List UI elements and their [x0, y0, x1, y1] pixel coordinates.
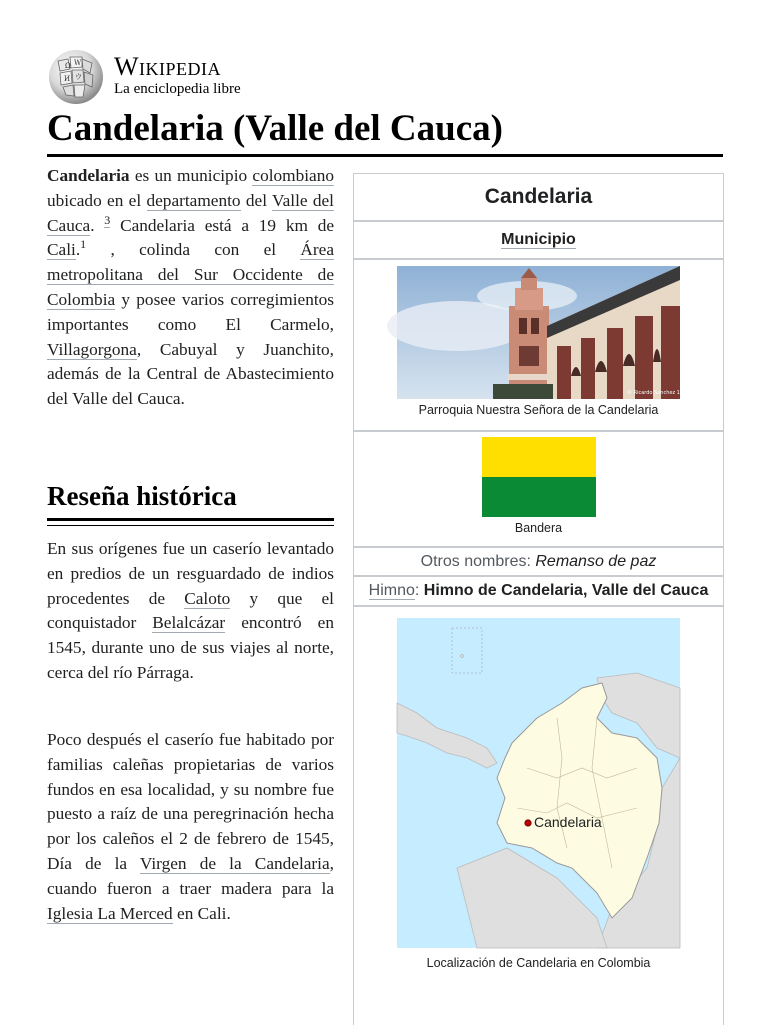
infobox — [353, 173, 724, 1025]
link-area-metropolitana[interactable]: Área metropolitana del Sur Occidente de Colombia — [47, 240, 334, 309]
link-valle-del-cauca[interactable]: Valle del Cauca — [47, 190, 334, 235]
infobox-subtitle — [354, 222, 723, 260]
wikipedia-globe-logo[interactable] — [46, 47, 106, 107]
infobox-flag-cell — [354, 432, 723, 548]
link-cali[interactable]: Cali — [47, 240, 76, 260]
flag-green-band — [482, 477, 596, 517]
infobox-other-names — [354, 548, 723, 577]
section-heading: Reseña histórica — [47, 481, 237, 511]
lead-term: Candelaria — [47, 166, 130, 185]
history-paragraph-1: En sus orígenes fue un caserío levantado en predios de un resguardado de indios procedentes de Caloto y que el conquistador Belalcázar encontró en 1545, durante uno de sus viajes al norte, cerca del río Párraga. — [47, 539, 334, 682]
other-names-value: Remanso de paz — [535, 553, 657, 570]
location-map[interactable] — [397, 618, 680, 948]
link-departamento[interactable]: departamento — [146, 190, 241, 210]
infobox-anthem: Himno: Himno de Candelaria, Valle del Cauca — [354, 577, 723, 607]
anthem-value: Himno de Candelaria, Valle del Cauca — [423, 582, 709, 599]
flag-yellow-band — [482, 437, 596, 477]
flag-of-candelaria[interactable] — [482, 437, 596, 517]
svg-text:W: W — [74, 59, 82, 67]
flag-caption: Bandera — [514, 521, 563, 535]
svg-text:Ω: Ω — [65, 62, 71, 70]
map-caption: Localización de Candelaria en Colombia — [426, 956, 651, 970]
ref-1[interactable]: 1 — [80, 237, 87, 252]
link-colombiano[interactable]: colombiano — [252, 166, 334, 185]
section-rule-thick — [47, 518, 334, 521]
title-underline — [47, 154, 723, 157]
link-caloto[interactable]: Caloto — [184, 588, 231, 608]
link-himno[interactable]: Himno — [368, 582, 415, 599]
photo-watermark: © Ricardo Sanchez 17.08 — [627, 390, 691, 396]
link-virgen-candelaria[interactable]: Virgen de la Candelaria — [139, 853, 330, 873]
church-photo[interactable] — [397, 266, 691, 399]
section-rule-thin — [47, 525, 334, 526]
link-villagorgona[interactable]: Villagorgona — [47, 339, 137, 359]
ref-3[interactable]: 3 — [104, 212, 111, 227]
photo-caption: Parroquia Nuestra Señora de la Candelaria — [418, 403, 659, 417]
map-label: Candelaria — [534, 814, 602, 830]
candelaria-marker — [525, 820, 531, 826]
link-belalcazar[interactable]: Belalcázar — [152, 613, 226, 633]
other-names-label: Otros nombres: — [420, 553, 531, 570]
intro-paragraph: Candelaria es un municipio colombiano ubicado en el departamento del Valle del Cauca. $^3$ Candelaria está a 19 km de Cali.$^1$ , colinda con el Área metropolitana del Sur Occidente de Colombia y posee varios corregimientos importantes como El Carmelo, Villagorgona, Cabuyal y Juanchito, además de la Central de Abastecimiento del Valle del Cauca. — [47, 166, 335, 409]
infobox-title: Candelaria — [354, 174, 723, 222]
svg-text:И: И — [64, 75, 71, 83]
svg-text:ウ: ウ — [75, 73, 82, 81]
infobox-photo-cell — [354, 260, 723, 432]
wikipedia-wordmark[interactable]: Wikipedia — [114, 52, 222, 81]
wikipedia-tagline: La enciclopedia libre — [114, 81, 241, 97]
infobox-map-cell — [354, 607, 723, 1025]
link-municipio[interactable]: Municipio — [501, 231, 576, 248]
link-iglesia-la-merced[interactable]: Iglesia La Merced — [47, 903, 173, 923]
history-paragraph-2: Poco después el caserío fue habitado por familias caleñas propietarias de varios fundos en esa localidad, y su nombre fue puesto a raíz de una peregrinación hecha por los caleños el 2 de febrero de 1545, Día de la Virgen de la Candelaria, cuando fueron a traer madera para la Iglesia La Merced en Cali. — [47, 730, 334, 923]
page-title: Candelaria (Valle del Cauca) — [47, 108, 503, 149]
